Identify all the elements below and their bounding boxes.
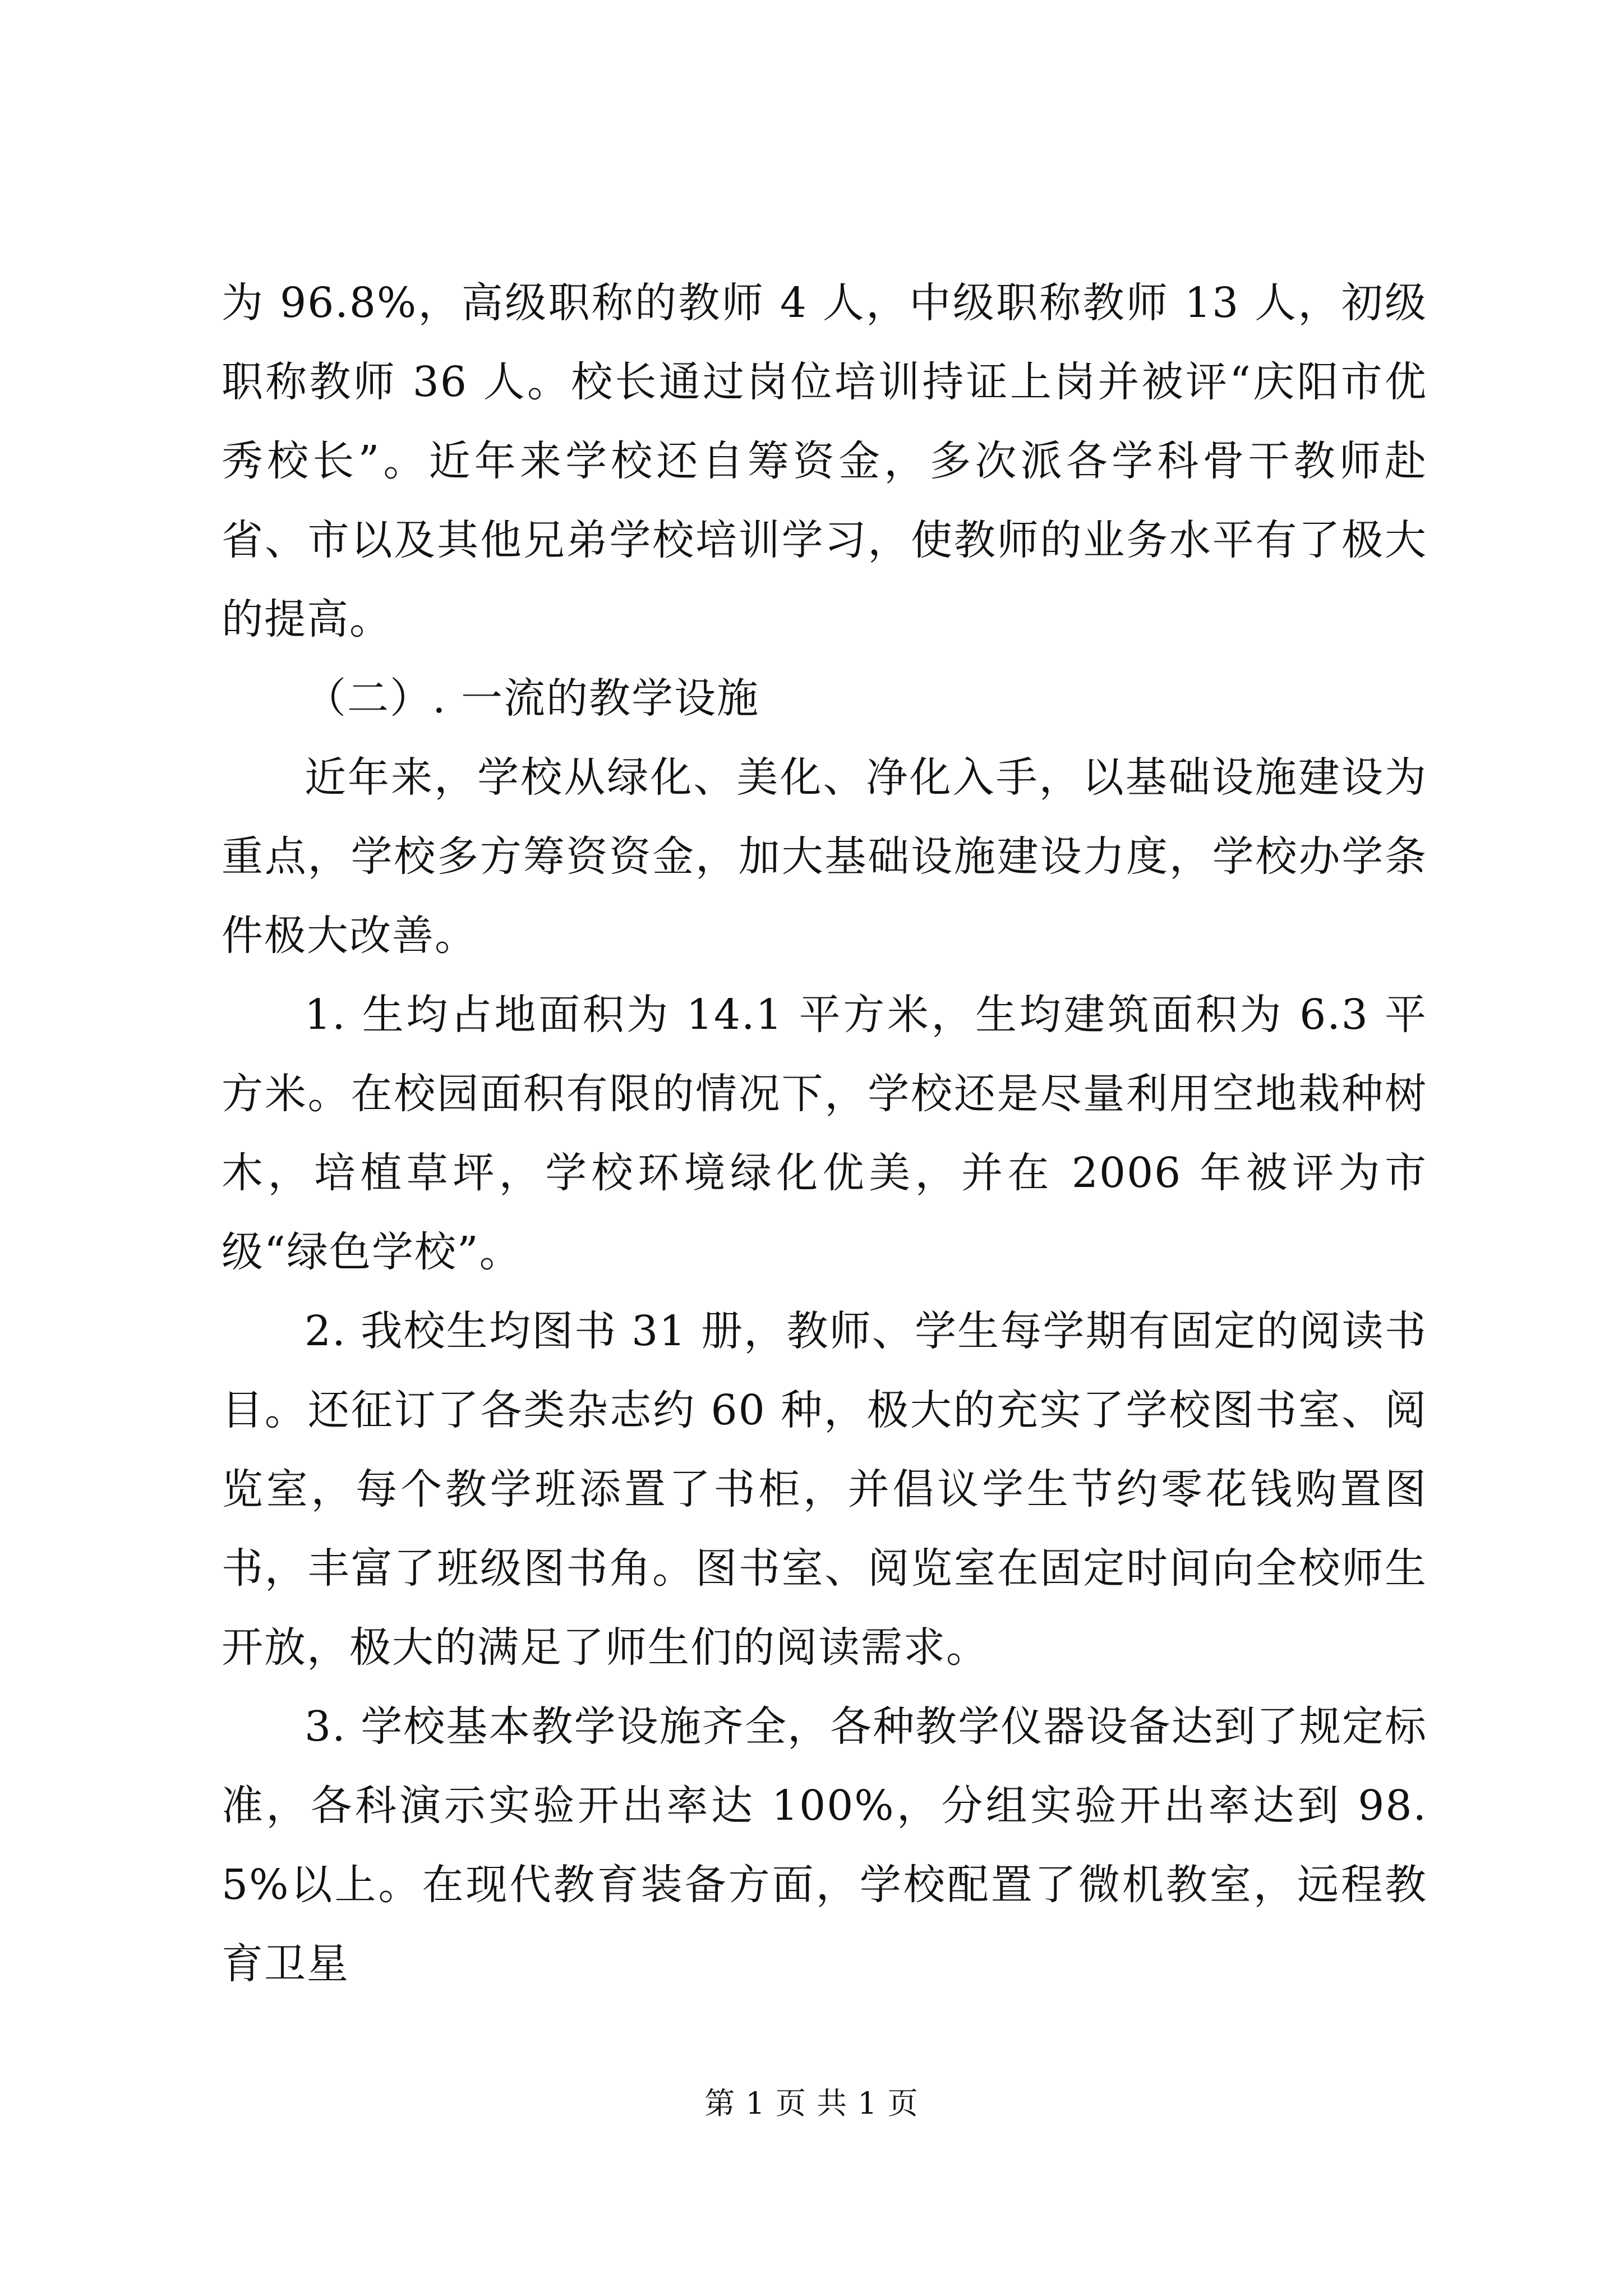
- paragraph-library: 2. 我校生均图书 31 册，教师、学生每学期有固定的阅读书目。还征订了各类杂志约 60 种，极大的充实了学校图书室、阅览室，每个教学班添置了书柜，并倡议学生节约零花钱购置图书，丰富了班级图书角。图书室、阅览室在固定时间向全校师生开放，极大的满足了师生们的阅读需求。: [222, 1307, 1427, 1672]
- paragraph-equipment: 3. 学校基本教学设施齐全，各种教学仪器设备达到了规定标准，各科演示实验开出率达 100%，分组实验开出率达到 98.5%以上。在现代教育装备方面，学校配置了微机教室，远程教育卫星: [222, 1703, 1427, 1988]
- paragraph-infrastructure: 近年来，学校从绿化、美化、净化入手，以基础设施建设为重点，学校多方筹资资金，加大基础设施建设力度，学校办学条件极大改善。: [222, 753, 1427, 960]
- document-body: [222, 264, 1427, 2004]
- section-heading-teaching-facilities: （二）. 一流的教学设施: [305, 674, 760, 723]
- paragraph-teacher-qualifications: 为 96.8%，高级职称的教师 4 人，中级职称教师 13 人，初级职称教师 36 人。校长通过岗位培训持证上岗并被评“庆阳市优秀校长”。近年来学校还自筹资金，多次派各学科骨干教师赴省、市以及其他兄弟学校培训学习，使教师的业务水平有了极大的提高。: [222, 279, 1427, 643]
- page-number-footer: 第 1 页 共 1 页: [704, 2086, 919, 2121]
- paragraph-campus-area: 1. 生均占地面积为 14.1 平方米，生均建筑面积为 6.3 平方米。在校园面积有限的情况下，学校还是尽量利用空地栽种树木，培植草坪，学校环境绿化优美，并在 2006 年被评为市级“绿色学校”。: [222, 991, 1427, 1276]
